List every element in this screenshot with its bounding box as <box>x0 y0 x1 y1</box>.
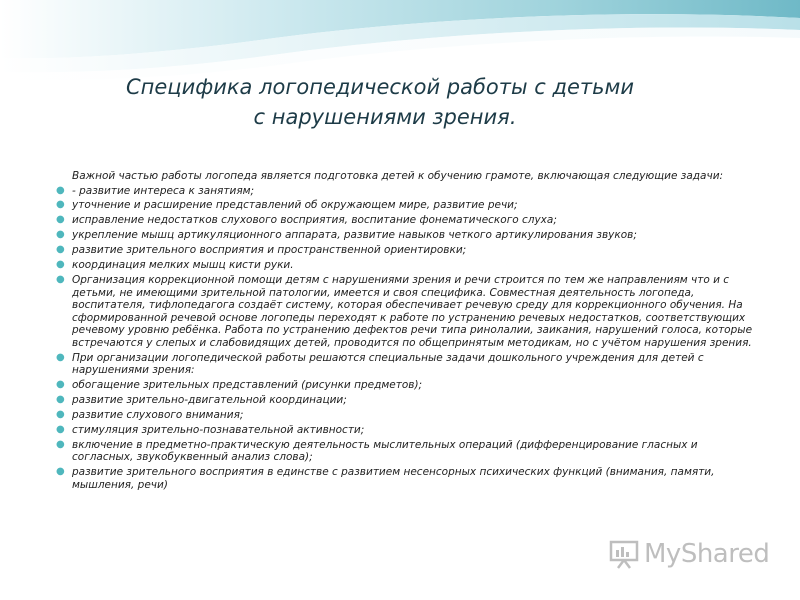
bullet-icon: ● <box>56 184 65 196</box>
list-item-text: Организация коррекционной помощи детям с нарушениями зрения и речи строится по тем же направлениям что и с детьми, не имеющими зрительной патологии, имеется и своя специфика. Совместная деятельность логопеда, воспитателя, тифлопедагога создаёт систему, которая обеспечивает речевую среду для коррекционного обучения. На сформированной речевой основе логопеды переходят к работе по устранению речевых недостатков, соответствующих речевому уровню ребёнка. Работа по устранению дефектов речи типа ринолалии, заикания, нарушений голоса, которые встречаются у слепых и слабовидящих детей, проводится по общепринятым методикам, но с учётом нарушения зрения. <box>72 273 753 349</box>
title-line-2: с нарушениями зрения. <box>253 105 517 129</box>
list-item <box>54 244 760 257</box>
bullet-icon: ● <box>56 394 65 406</box>
bullet-icon: ● <box>56 259 65 271</box>
list-item-text: исправление недостатков слухового восприятия, воспитание фонематического слуха; <box>72 214 557 227</box>
list-item <box>54 409 760 422</box>
list-item-text: координация мелких мышц кисти руки. <box>72 259 294 272</box>
slide-title <box>0 72 760 132</box>
list-item <box>54 424 760 437</box>
bullet-icon: ● <box>56 229 65 241</box>
bullet-icon: ● <box>56 273 65 285</box>
list-item <box>54 394 760 407</box>
list-item <box>54 229 760 242</box>
title-line-1: Специфика логопедической работы с детьми <box>125 75 635 99</box>
bullet-icon: ● <box>56 409 65 421</box>
bullet-icon: ● <box>56 199 65 211</box>
list-item <box>54 379 760 392</box>
list-item-text: развитие зрительно-двигательной координации; <box>72 394 347 407</box>
list-item-text: обогащение зрительных представлений (рисунки предметов); <box>72 379 423 392</box>
body-text <box>54 170 760 494</box>
list-item <box>54 214 760 227</box>
list-item-text: - развитие интереса к занятиям; <box>72 184 255 197</box>
watermark-text: MyShared <box>644 539 770 569</box>
list-item <box>54 259 760 272</box>
list-item-text: развитие слухового внимания; <box>72 409 244 422</box>
list-item-text: развитие зрительного восприятия и пространственной ориентировки; <box>72 244 467 257</box>
list-item-text: укрепление мышц артикуляционного аппарата, развитие навыков четкого артикулирования звуков; <box>72 229 637 242</box>
list-item <box>54 466 760 491</box>
bullet-icon: ● <box>56 379 65 391</box>
bullet-icon: ● <box>56 438 65 450</box>
list-item-text: При организации логопедической работы решаются специальные задачи дошкольного учреждения для детей с нарушениями зрения: <box>72 351 704 377</box>
bullet-icon: ● <box>56 466 65 478</box>
list-item <box>54 274 760 350</box>
list-item-text: стимуляция зрительно-познавательной активности; <box>72 423 365 436</box>
list-item-text: включение в предметно-практическую деятельность мыслительных операций (дифференцирование гласных и согласных, звукобуквенный анализ слова); <box>72 438 698 464</box>
bullet-icon: ● <box>56 244 65 256</box>
list-item-text: развитие зрительного восприятия в единстве с развитием несенсорных психических функций (внимания, памяти, мышления, речи) <box>72 466 715 491</box>
list-item-text: уточнение и расширение представлений об окружающем мире, развитие речи; <box>72 199 518 212</box>
list-item <box>54 352 760 377</box>
task-list <box>54 185 760 492</box>
watermark-logo <box>608 537 769 571</box>
list-item <box>54 439 760 464</box>
presentation-board-icon <box>608 538 640 570</box>
bullet-icon: ● <box>56 423 65 435</box>
list-item <box>54 199 760 212</box>
list-item <box>54 185 760 198</box>
intro-paragraph: Важной частью работы логопеда является подготовка детей к обучению грамоте, включающая следующие задачи: <box>72 170 724 182</box>
bullet-icon: ● <box>56 351 65 363</box>
bullet-icon: ● <box>56 214 65 226</box>
